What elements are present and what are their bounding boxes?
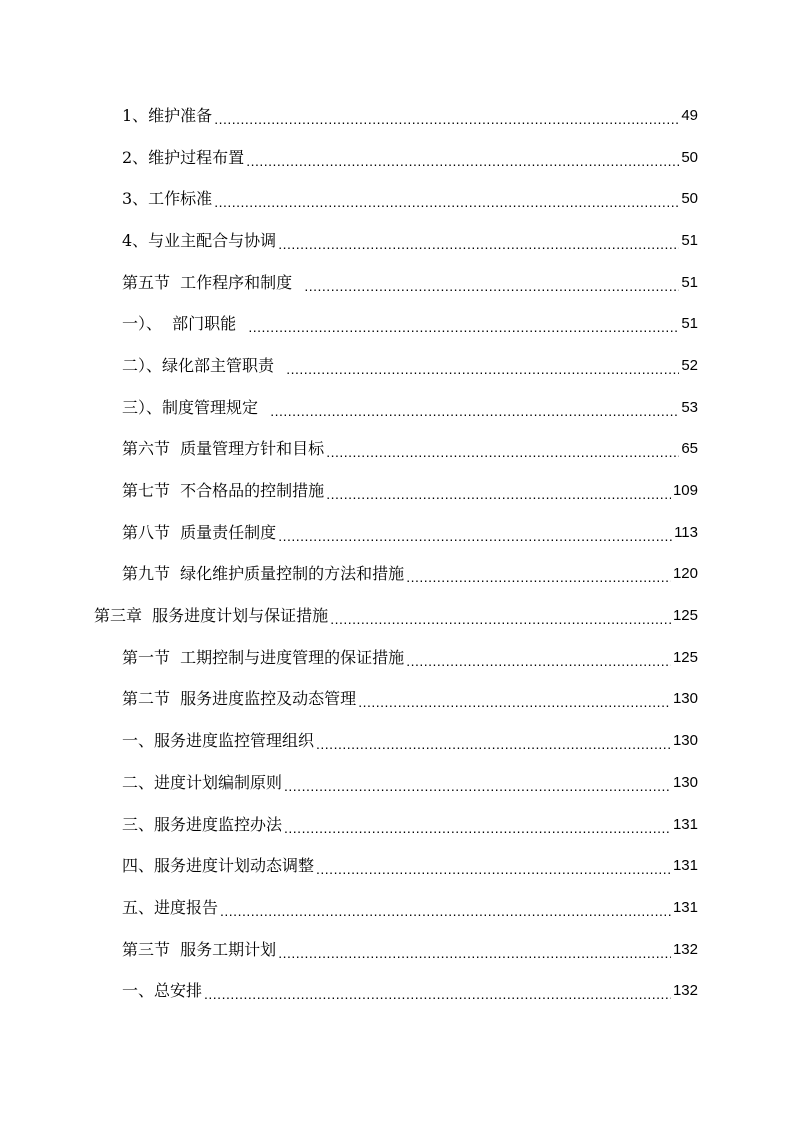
- toc-entry[interactable]: [0, 95, 698, 137]
- toc-page-number: 130: [672, 732, 698, 750]
- toc-dot-leader: [406, 651, 671, 671]
- toc-page-number: 131: [672, 815, 698, 833]
- toc-dot-leader: [214, 192, 679, 212]
- toc-page-number: 113: [674, 523, 698, 541]
- toc-page-number: 51: [681, 273, 698, 291]
- toc-page-number: 65: [681, 440, 698, 458]
- toc-entry[interactable]: [0, 470, 698, 512]
- toc-entry[interactable]: [0, 220, 698, 262]
- toc-page-number: 109: [672, 482, 698, 500]
- toc-dot-leader: [406, 567, 671, 587]
- toc-entry-title: 第一节 工期控制与进度管理的保证措施: [122, 647, 405, 667]
- toc-entry-title: 第六节 质量管理方针和目标: [122, 439, 325, 459]
- toc-entry-title: 二、进度计划编制原则: [122, 772, 283, 792]
- toc-entry[interactable]: [0, 720, 698, 762]
- toc-page-number: 120: [672, 565, 698, 583]
- toc-entry-title: 四、服务进度计划动态调整: [122, 856, 315, 876]
- toc-dot-leader: [278, 943, 671, 963]
- toc-entry[interactable]: [0, 387, 698, 429]
- toc-page-number: 51: [681, 315, 698, 333]
- toc-entry-title: 第二节 服务进度监控及动态管理: [122, 689, 357, 709]
- table-of-contents: [0, 95, 793, 1012]
- toc-dot-leader: [284, 818, 671, 838]
- toc-entry[interactable]: [0, 679, 698, 721]
- toc-page-number: 130: [672, 773, 698, 791]
- toc-entry[interactable]: [0, 345, 698, 387]
- toc-entry[interactable]: [0, 512, 698, 554]
- toc-dot-leader: [270, 401, 679, 421]
- toc-page-number: 130: [672, 690, 698, 708]
- toc-entry-title: 第七节 不合格品的控制措施: [122, 481, 325, 501]
- toc-dot-leader: [330, 609, 671, 629]
- toc-page-number: 125: [672, 648, 698, 666]
- toc-entry-title: 二）、绿化部主管职责: [122, 355, 285, 375]
- toc-page-number: 131: [672, 898, 698, 916]
- toc-dot-leader: [316, 734, 671, 754]
- toc-dot-leader: [316, 859, 671, 879]
- toc-entry-title: 第三章 服务进度计划与保证措施: [94, 606, 329, 626]
- toc-entry-title: 第五节 工作程序和制度: [122, 272, 303, 292]
- toc-page-number: 50: [681, 190, 698, 208]
- toc-entry-title: 第九节 绿化维护质量控制的方法和措施: [122, 564, 405, 584]
- toc-entry[interactable]: [0, 554, 698, 596]
- toc-entry-title: 一、总安排: [122, 981, 203, 1001]
- toc-dot-leader: [326, 484, 671, 504]
- toc-page-number: 132: [672, 940, 698, 958]
- toc-dot-leader: [204, 984, 671, 1004]
- toc-page-number: 49: [681, 106, 698, 124]
- toc-entry-title: 第三节 服务工期计划: [122, 939, 277, 959]
- toc-dot-leader: [286, 359, 679, 379]
- toc-dot-leader: [278, 234, 679, 254]
- toc-page-number: 132: [672, 982, 698, 1000]
- toc-entry[interactable]: [0, 137, 698, 179]
- toc-entry[interactable]: [0, 303, 698, 345]
- toc-dot-leader: [248, 317, 679, 337]
- toc-dot-leader: [278, 526, 672, 546]
- toc-dot-leader: [214, 109, 679, 129]
- toc-page-number: 51: [681, 231, 698, 249]
- toc-dot-leader: [284, 776, 671, 796]
- toc-entry-title: 一、服务进度监控管理组织: [122, 731, 315, 751]
- toc-entry-title: 2、维护过程布置: [122, 147, 245, 167]
- toc-page-number: 131: [672, 857, 698, 875]
- toc-dot-leader: [246, 151, 679, 171]
- toc-entry[interactable]: [0, 804, 698, 846]
- toc-page-number: 50: [681, 148, 698, 166]
- toc-entry[interactable]: [0, 429, 698, 471]
- toc-entry[interactable]: [0, 887, 698, 929]
- toc-entry[interactable]: [0, 970, 698, 1012]
- toc-entry-title: 3、工作标准: [122, 189, 213, 209]
- toc-entry[interactable]: [0, 762, 698, 804]
- toc-entry-title: 五、进度报告: [122, 897, 219, 917]
- toc-page-number: 53: [681, 398, 698, 416]
- toc-entry-title: 一）、 部门职能: [122, 314, 247, 334]
- toc-entry-title: 1、维护准备: [122, 105, 213, 125]
- toc-page-number: 52: [681, 356, 698, 374]
- toc-chapter-entry[interactable]: [0, 595, 698, 637]
- toc-dot-leader: [304, 276, 679, 296]
- toc-entry-title: 三、服务进度监控办法: [122, 814, 283, 834]
- toc-entry[interactable]: [0, 845, 698, 887]
- toc-entry-title: 三）、制度管理规定: [122, 397, 269, 417]
- toc-entry[interactable]: [0, 929, 698, 971]
- toc-entry[interactable]: [0, 262, 698, 304]
- toc-entry[interactable]: [0, 637, 698, 679]
- toc-entry-title: 4、与业主配合与协调: [122, 230, 277, 250]
- toc-dot-leader: [358, 692, 671, 712]
- toc-entry-title: 第八节 质量责任制度: [122, 522, 277, 542]
- toc-dot-leader: [326, 442, 679, 462]
- toc-dot-leader: [220, 901, 671, 921]
- toc-page-number: 125: [672, 607, 698, 625]
- toc-entry[interactable]: [0, 178, 698, 220]
